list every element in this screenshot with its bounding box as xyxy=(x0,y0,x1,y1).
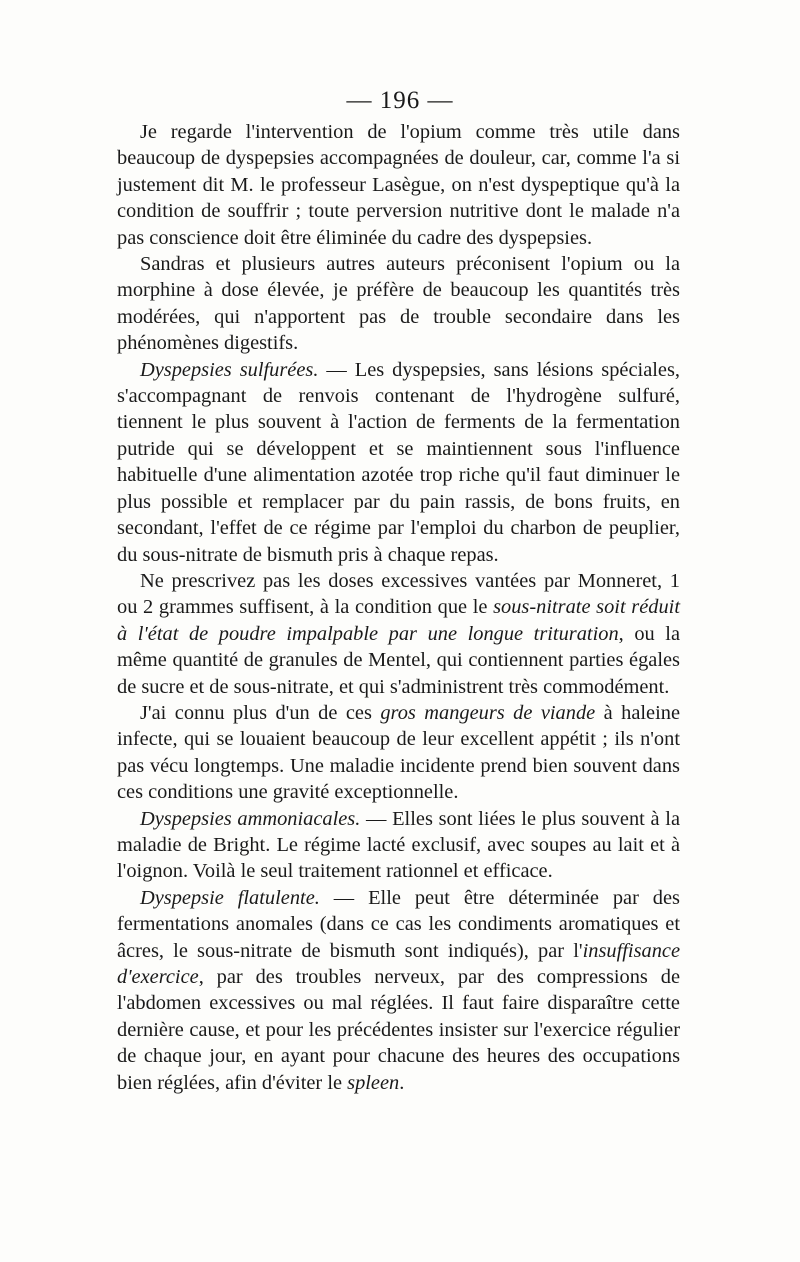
body-text xyxy=(117,119,680,1096)
italic-text: Dyspepsies ammoniacales. xyxy=(140,807,361,830)
paragraph xyxy=(117,568,680,700)
text-run: J'ai connu plus d'un de ces xyxy=(140,701,381,724)
italic-text: sous-nitrate soit réduit à l'état de poudre impalpable par une longue trituration xyxy=(117,596,680,645)
italic-text: spleen xyxy=(347,1071,400,1094)
text-run: Sandras et plusieurs autres auteurs préconisent l'opium ou la morphine à dose élevée, je préfère de beaucoup les quantités très modérées, qui n'apportent pas de trouble secondaire dans les phénomènes digestifs. xyxy=(117,253,680,355)
paragraph xyxy=(117,119,680,251)
italic-text: Dyspepsie flatulente. xyxy=(140,886,320,909)
page-number: — 196 — xyxy=(346,87,454,114)
text-run: — Les dyspepsies, sans lésions spéciales, s'accompagnant de renvois contenant de l'hydrogène sulfuré, tiennent le plus souvent à l'action de ferments de la fermentation putride qui se développent et se maintiennent sous l'influence habituelle d'une alimentation azotée trop riche qu'il faut diminuer le plus possible et remplacer par du pain rassis, de bons fruits, en secondant, l'effet de ce régime par l'emploi du charbon de peuplier, du sous-nitrate de bismuth pris à chaque repas. xyxy=(117,358,680,566)
text-run: Ne prescrivez pas les doses excessives vantées par Monneret, 1 ou 2 grammes suffisent, à la condition que le xyxy=(117,569,680,619)
paragraph xyxy=(117,700,680,806)
italic-text: insuffisance d'exercice xyxy=(117,939,680,988)
paragraph xyxy=(117,885,680,1096)
text-run: Je regarde l'intervention de l'opium comme très utile dans beaucoup de dyspepsies accompagnées de douleur, car, comme l'a si justement dit M. le professeur Lasègue, on n'est dyspeptique qu'à la condition de souffrir ; toute perversion nutritive dont le malade n'a pas conscience doit être éliminée du cadre des dyspepsies. xyxy=(117,121,680,249)
paragraph xyxy=(117,806,680,885)
text-run: , ou la même quantité de granules de Mentel, qui contiennent parties égales de sucre et de sous-nitrate, et qui s'administrent très commodément. xyxy=(117,622,680,698)
text-run: — Elle peut être déterminée par des fermentations anomales (dans ce cas les condiments aromatiques et âcres, le sous-nitrate de bismuth sont indiqués), par l' xyxy=(117,886,680,962)
text-run: , par des troubles nerveux, par des compressions de l'abdomen excessives ou mal réglées. Il faut faire disparaître cette dernière cause, et pour les précédentes insister sur l'exercice régulier de chaque jour, en ayant pour chacune des heures des occupations bien réglées, afin d'éviter le xyxy=(117,966,680,1094)
text-run: — Elles sont liées le plus souvent à la maladie de Bright. Le régime lacté exclusif, avec soupes au lait et à l'oignon. Voilà le seul traitement rationnel et efficace. xyxy=(117,807,680,883)
text-run: . xyxy=(399,1071,405,1094)
text-run: à haleine infecte, qui se louaient beaucoup de leur excellent appétit ; ils n'ont pas vécu longtemps. Une maladie incidente prend bien souvent dans ces conditions une gravité exceptionnelle. xyxy=(117,701,681,804)
italic-text: Dyspepsies sulfurées. xyxy=(140,358,319,381)
paragraph xyxy=(117,251,680,357)
paragraph xyxy=(117,357,680,568)
italic-text: gros mangeurs de viande xyxy=(380,701,596,724)
